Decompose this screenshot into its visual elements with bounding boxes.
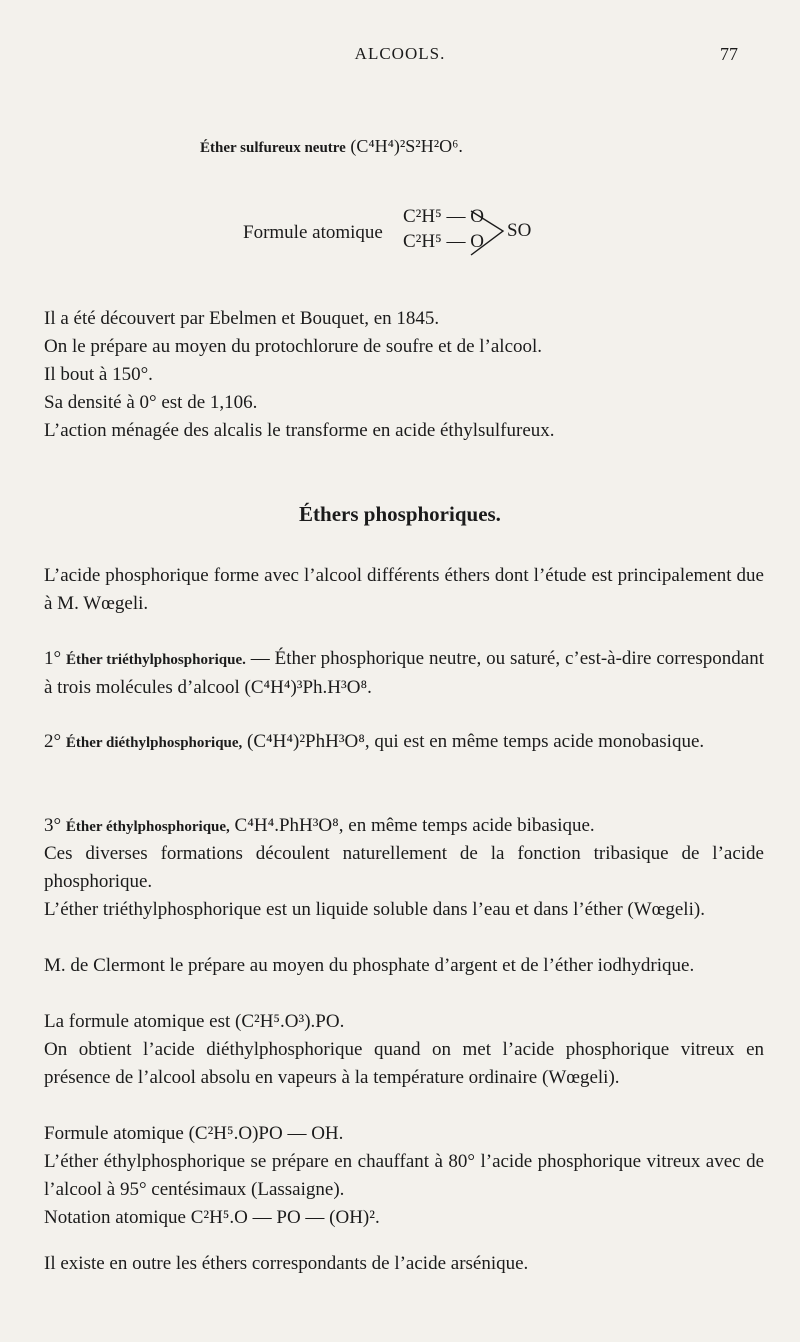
formula-bracket-icon — [469, 209, 509, 259]
item-1-text: — Éther phosphorique neutre, ou saturé, c’est-à-dire correspondant à trois molécules d’alcool (C⁴H⁴)³Ph.H³O⁸. — [44, 648, 764, 698]
intro-paragraph: L’acide phosphorique forme avec l’alcool différents éthers dont l’étude est principalement due à M. Wœgeli. — [44, 565, 764, 614]
item-1-title: Éther triéthylphosphorique. — [65, 652, 246, 668]
item-3-number: 3° — [44, 815, 66, 836]
item-2-text: (C⁴H⁴)²PhH³O⁸, qui est en même temps acide monobasique. — [242, 731, 705, 752]
text-line: On le prépare au moyen du protochlorure de soufre et de l’alcool. — [44, 336, 543, 357]
paragraph-3: M. de Clermont le prépare au moyen du phosphate d’argent et de l’éther iodhydrique. — [44, 955, 695, 976]
section-title-sulfureux — [200, 136, 463, 157]
formula-top: C²H⁵ — O — [403, 206, 484, 227]
paragraph-7: L’éther éthylphosphorique se prépare en chauffant à 80° l’acide phosphorique vitreux avec de l’alcool à 95° centésimaux (Lassaigne). — [44, 1151, 764, 1200]
page-number: 77 — [720, 44, 738, 64]
item-2-number: 2° — [44, 731, 66, 752]
paragraph-1: Ces diverses formations découlent naturellement de la fonction tribasique de l’acide phosphorique. — [44, 843, 764, 892]
item-3-text: C⁴H⁴.PhH³O⁸, en même temps acide bibasique. — [229, 815, 595, 836]
item-3-title: Éther éthylphosphorique, — [65, 819, 230, 835]
paragraph-6: Formule atomique (C²H⁵.O)PO — OH. — [44, 1123, 344, 1144]
text-line: Il a été découvert par Ebelmen et Bouquet, en 1845. — [44, 308, 440, 329]
paragraph-4: La formule atomique est (C²H⁵.O³).PO. — [44, 1011, 345, 1032]
paragraph-8: Notation atomique C²H⁵.O — PO — (OH)². — [44, 1207, 380, 1228]
formula-group: SO — [507, 220, 532, 241]
running-title: ALCOOLS. — [354, 44, 446, 63]
section-title-bold: Éther sulfureux neutre — [200, 140, 346, 156]
formula-label: Formule atomique — [243, 222, 383, 243]
item-2 — [44, 728, 764, 757]
paragraph-9: Il existe en outre les éthers correspondants de l’acide arsénique. — [44, 1253, 529, 1274]
text-line: Il bout à 150°. — [44, 364, 153, 385]
item-1 — [44, 645, 764, 702]
section-title-formula: (C⁴H⁴)²S²H²O⁶. — [350, 136, 463, 156]
item-2-title: Éther diéthylphosphorique, — [65, 735, 243, 751]
formula-bottom: C²H⁵ — O — [403, 230, 484, 252]
text-line: L’action ménagée des alcalis le transforme en acide éthylsulfureux. — [44, 420, 555, 441]
section-title-phosphoriques: Éthers phosphoriques. — [299, 502, 501, 526]
text-line: Sa densité à 0° est de 1,106. — [44, 392, 258, 413]
item-3 — [44, 812, 764, 841]
paragraph-2: L’éther triéthylphosphorique est un liquide soluble dans l’eau et dans l’éther (Wœgeli). — [44, 899, 705, 920]
sulfureux-description — [44, 305, 764, 445]
paragraph-5: On obtient l’acide diéthylphosphorique quand on met l’acide phosphorique vitreux en présence de l’alcool absolu en vapeurs à la température ordinaire (Wœgeli). — [44, 1039, 764, 1088]
page-header — [0, 44, 800, 74]
item-1-number: 1° — [44, 648, 66, 669]
